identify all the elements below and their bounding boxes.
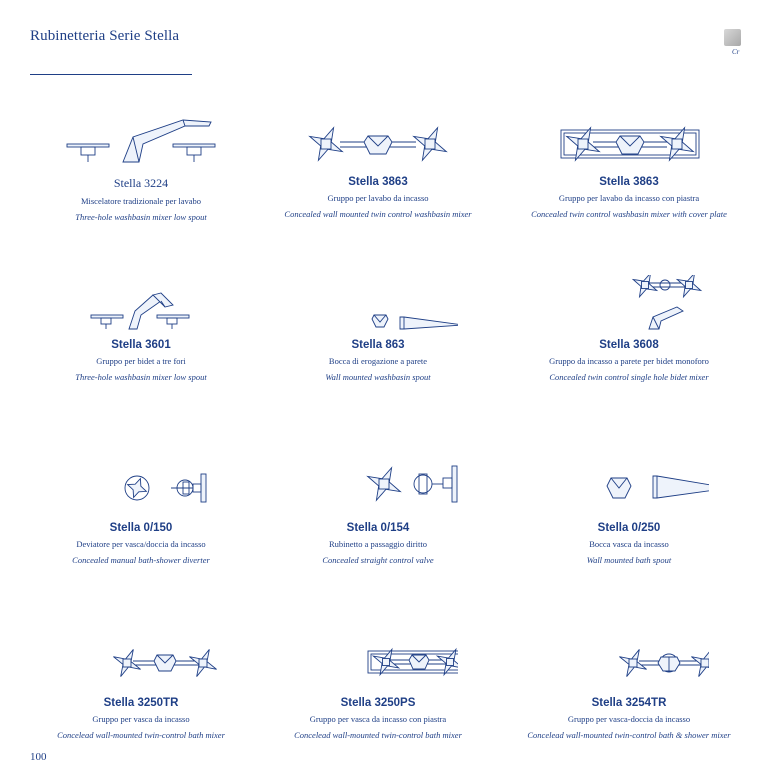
product-description-it: Gruppo per vasca da incasso bbox=[92, 714, 190, 724]
product-card bbox=[509, 633, 749, 740]
finish-label: Cr bbox=[732, 48, 740, 56]
product-name: Stella 0/154 bbox=[346, 522, 410, 534]
product-description-en: Concealed manual bath-shower diverter bbox=[72, 555, 210, 565]
bath-spout-icon bbox=[549, 458, 709, 516]
product-description-en: Wall mounted bath spout bbox=[586, 555, 672, 565]
product-name: Stella 3863 bbox=[599, 176, 659, 188]
title-underline bbox=[30, 74, 192, 75]
twin-control-cover-plate-icon bbox=[549, 112, 709, 170]
product-card bbox=[21, 112, 261, 222]
product-description-en: Concelead wall-mounted twin-control bath mixer bbox=[294, 730, 462, 740]
product-card bbox=[509, 458, 749, 565]
product-description-en: Concealed twin control single hole bidet mixer bbox=[549, 372, 709, 382]
product-description-en: Three-hole washbasin mixer low spout bbox=[75, 372, 207, 382]
product-description-it: Gruppo per lavabo da incasso con piastra bbox=[558, 193, 700, 203]
product-description-en: Concelead wall-mounted twin-control bath & shower mixer bbox=[527, 730, 731, 740]
product-name: Stella 0/150 bbox=[109, 522, 173, 534]
product-description-en: Concealed wall mounted twin control washbasin mixer bbox=[284, 209, 472, 219]
product-card bbox=[258, 112, 498, 219]
product-name: Stella 3250PS bbox=[340, 697, 416, 709]
product-name: Stella 0/250 bbox=[597, 522, 661, 534]
page-number: 100 bbox=[30, 751, 47, 763]
product-description-en: Three-hole washbasin mixer low spout bbox=[75, 212, 207, 222]
product-card bbox=[258, 633, 498, 740]
product-name: Stella 3601 bbox=[111, 339, 171, 351]
product-card bbox=[21, 275, 261, 382]
header bbox=[30, 28, 179, 45]
product-card bbox=[21, 458, 261, 565]
product-name: Stella 3254TR bbox=[591, 697, 667, 709]
diverter-icon bbox=[61, 458, 221, 516]
single-hole-bidet-mixer-icon bbox=[549, 275, 709, 333]
product-description-it: Gruppo per lavabo da incasso bbox=[327, 193, 429, 203]
product-description-it: Gruppo per vasca da incasso con piastra bbox=[309, 714, 447, 724]
product-description-it: Deviatore per vasca/doccia da incasso bbox=[76, 539, 206, 549]
product-description-it: Miscelatore tradizionale per lavabo bbox=[80, 196, 202, 206]
straight-valve-icon bbox=[298, 458, 458, 516]
product-description-it: Rubinetto a passaggio diritto bbox=[329, 539, 427, 549]
product-name: Stella 863 bbox=[351, 339, 405, 351]
product-description-it: Gruppo per vasca-doccia da incasso bbox=[567, 714, 691, 724]
product-name: Stella 3608 bbox=[599, 339, 659, 351]
three-hole-bidet-mixer-icon bbox=[61, 275, 221, 333]
page-title: Rubinetteria Serie Stella bbox=[30, 28, 180, 44]
twin-control-bath-mixer-icon bbox=[61, 633, 221, 691]
product-card bbox=[509, 112, 749, 219]
wall-spout-icon bbox=[298, 275, 458, 333]
concealed-twin-control-icon bbox=[298, 112, 458, 170]
product-description-en: Concealed twin control washbasin mixer with cover plate bbox=[531, 209, 727, 219]
product-name: Stella 3863 bbox=[348, 176, 408, 188]
product-name: Stella 3224 bbox=[113, 176, 169, 190]
product-description-it: Gruppo da incasso a parete per bidet monoforo bbox=[549, 356, 709, 366]
bath-mixer-cover-plate-icon bbox=[298, 633, 458, 691]
product-card bbox=[21, 633, 261, 740]
product-card bbox=[258, 458, 498, 565]
product-card bbox=[258, 275, 498, 382]
product-description-en: Wall mounted washbasin spout bbox=[325, 372, 431, 382]
product-card bbox=[509, 275, 749, 382]
product-description-it: Bocca vasca da incasso bbox=[589, 539, 669, 549]
product-description-en: Concelead wall-mounted twin-control bath mixer bbox=[57, 730, 225, 740]
product-description-it: Bocca di erogazione a parete bbox=[328, 356, 428, 366]
finish-swatch bbox=[724, 29, 741, 46]
bath-shower-mixer-icon bbox=[549, 633, 709, 691]
product-name: Stella 3250TR bbox=[103, 697, 179, 709]
product-description-en: Concealed straight control valve bbox=[322, 555, 434, 565]
three-hole-basin-mixer-icon bbox=[61, 112, 221, 170]
product-description-it: Gruppo per bidet a tre fori bbox=[96, 356, 186, 366]
